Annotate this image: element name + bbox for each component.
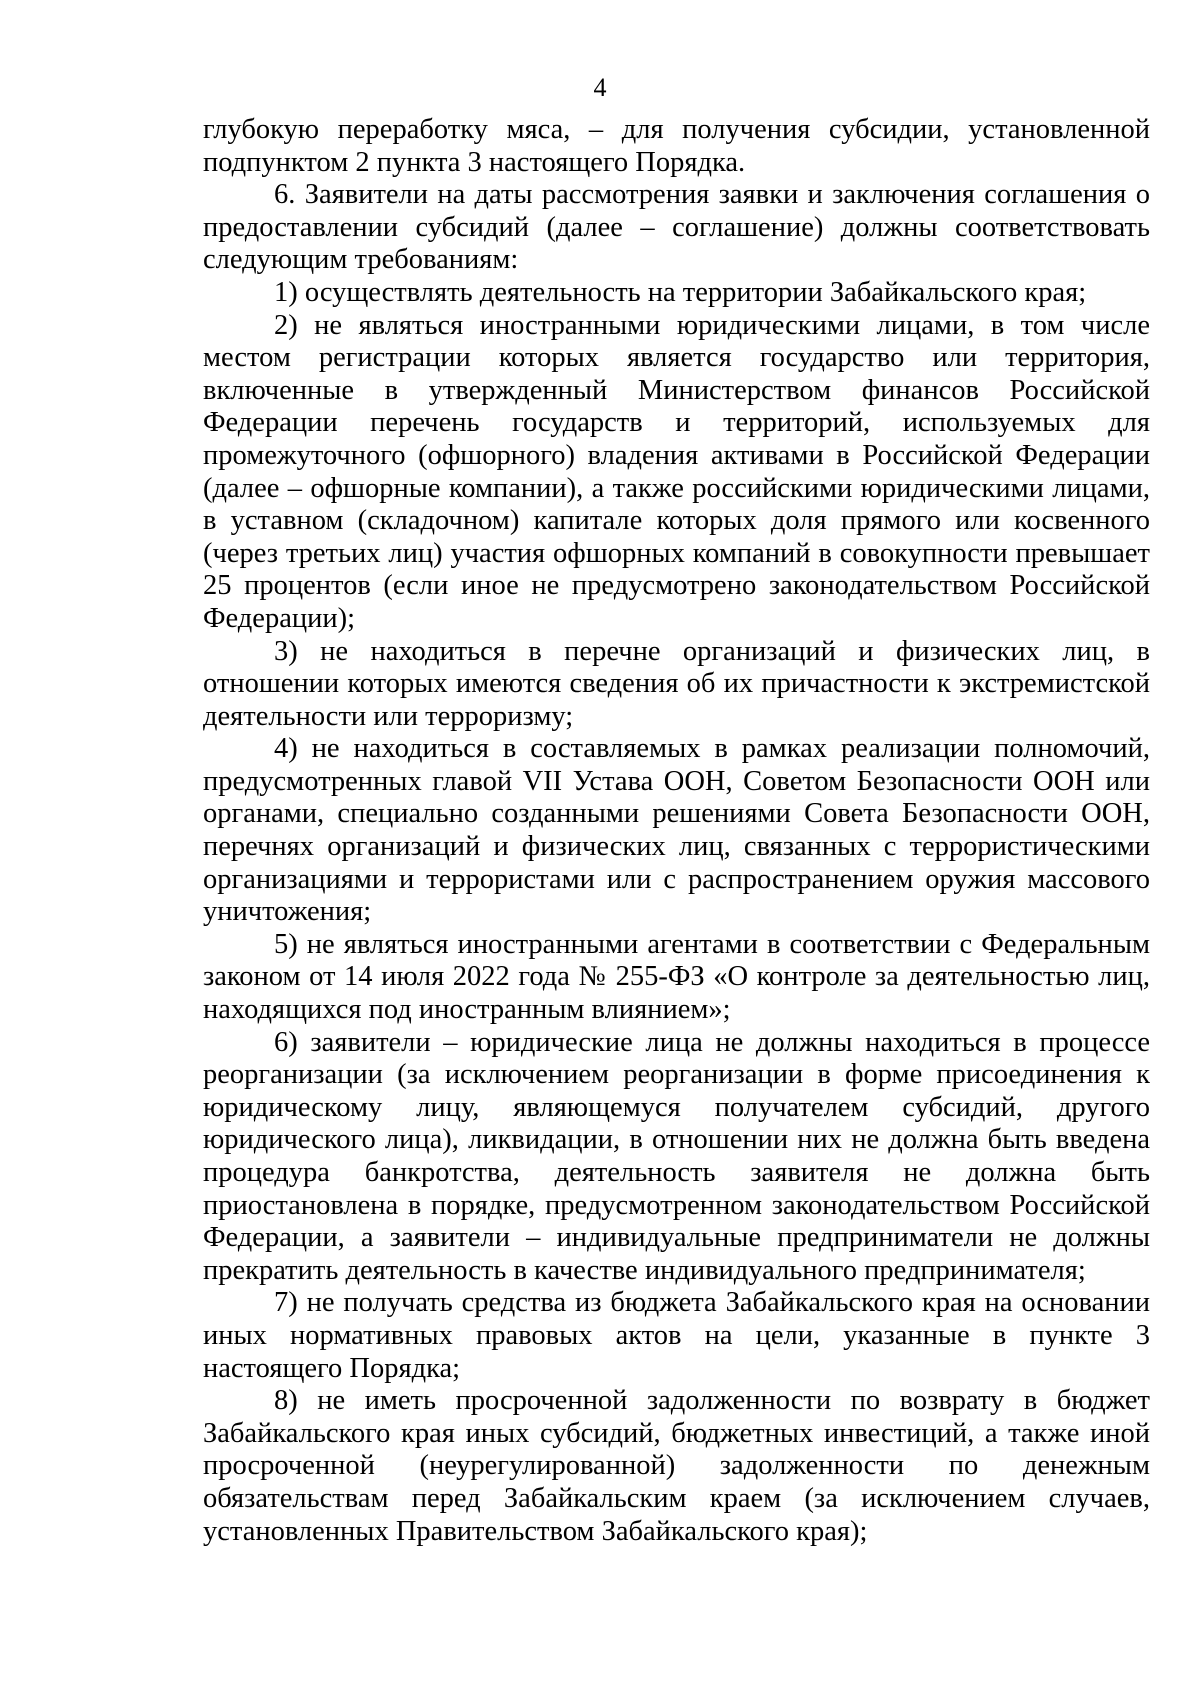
- list-item-4: 4) не находиться в составляемых в рамках реализации полномочий, предусмотренных главой VII Устава ООН, Советом Безопасности ООН или органами, специально созданными решениями Совета Безопасности ООН, перечнях организаций и физических лиц, связанных с террористическими организациями и террористами или с распространением оружия массового уничтожения;: [203, 733, 1150, 928]
- list-item-7: 7) не получать средства из бюджета Забайкальского края на основании иных нормативных правовых актов на цели, указанные в пункте 3 настоящего Порядка;: [203, 1287, 1150, 1384]
- page-number: 4: [593, 73, 607, 102]
- list-item-5: 5) не являться иностранными агентами в соответствии с Федеральным законом от 14 июля 2022 года № 255-ФЗ «О контроле за деятельностью лиц, находящихся под иностранным влиянием»;: [203, 928, 1150, 1026]
- document-body: [203, 114, 1150, 1548]
- list-item-8: 8) не иметь просроченной задолженности по возврату в бюджет Забайкальского края иных субсидий, бюджетных инвестиций, а также иной просроченной (неурегулированной) задолженности по денежным обязательствам перед Забайкальским краем (за исключением случаев, установленных Правительством Забайкальского края);: [203, 1385, 1150, 1547]
- list-item-2: 2) не являться иностранными юридическими лицами, в том числе местом регистрации которых является государство или территория, включенные в утвержденный Министерством финансов Российской Федерации перечень государств и территорий, используемых для промежуточного (офшорного) владения активами в Российской Федерации (далее – офшорные компании), а также российскими юридическими лицами, в уставном (складочном) капитале которых доля прямого или косвенного (через третьих лиц) участия офшорных компаний в совокупности превышает 25 процентов (если иное не предусмотрено законодательством Российской Федерации);: [203, 309, 1150, 634]
- list-item-3: 3) не находиться в перечне организаций и физических лиц, в отношении которых имеются сведения об их причастности к экстремистской деятельности или терроризму;: [203, 635, 1150, 732]
- paragraph-continuation: глубокую переработку мяса, – для получения субсидии, установленной подпунктом 2 пункта 3 настоящего Порядка.: [203, 114, 1150, 178]
- paragraph-section-6: 6. Заявители на даты рассмотрения заявки и заключения соглашения о предоставлении субсидий (далее – соглашение) должны соответствовать следующим требованиям:: [203, 179, 1150, 276]
- list-item-1: 1) осуществлять деятельность на территории Забайкальского края;: [274, 276, 1087, 308]
- list-item-6: 6) заявители – юридические лица не должны находиться в процессе реорганизации (за исключением реорганизации в форме присоединения к юридическому лицу, являющемуся получателем субсидий, другого юридического лица), ликвидации, в отношении них не должна быть введена процедура банкротства, деятельность заявителя не должна быть приостановлена в порядке, предусмотренном законодательством Российской Федерации, а заявители – индивидуальные предприниматели не должны прекратить деятельность в качестве индивидуального предпринимателя;: [203, 1026, 1150, 1286]
